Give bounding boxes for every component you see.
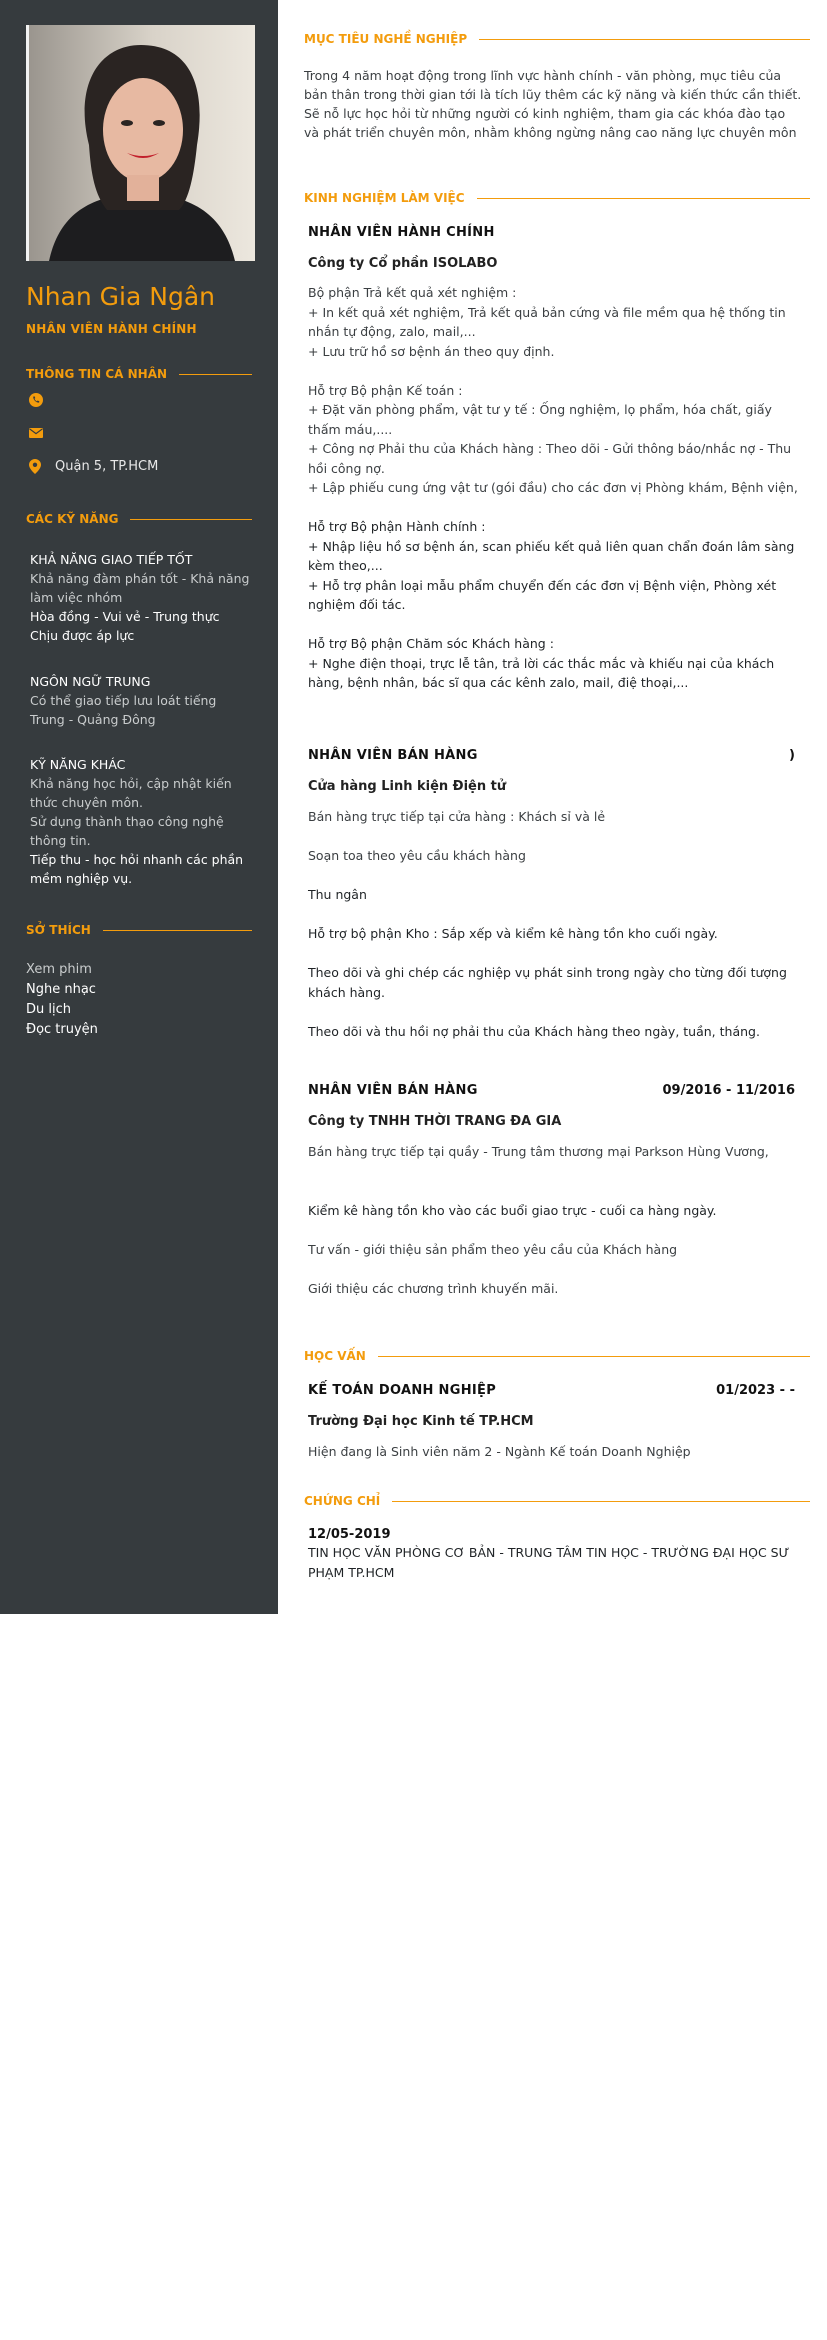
job-line: Tư vấn - giới thiệu sản phẩm theo yêu cầu của Khách hàng [308,1241,678,1257]
certificates-heading-label: CHỨNG CHỈ [304,1494,381,1508]
job-title: NHÂN VIÊN BÁN HÀNG [308,748,478,763]
job-line: + Nghe điện thoại, trực lễ tân, trả lời các thắc mắc và khiếu nại của khách hàng, bệnh nhân, bác sĩ qua các kênh zalo, mail, điệ thoại,... [308,655,775,690]
job-description [308,283,800,693]
company-name: Công ty TNHH THỜI TRANG ĐA GIA [308,1114,562,1129]
heading-divider [477,198,810,199]
job-line: + Lưu trữ hồ sơ bệnh án theo quy định. [308,343,555,359]
education-heading-label: HỌC VẤN [304,1349,366,1363]
job-line: Giới thiệu các chương trình khuyến mãi. [308,1280,559,1296]
skill-line: Sử dụng thành thạo công nghệ thông tin. [30,814,224,848]
objective-text: Trong 4 năm hoạt động trong lĩnh vực hành chính - văn phòng, mục tiêu của bản thân trong thời gian tới là tích lũy thêm các kỹ năng và kiến thức cần thiết. Sẽ nỗ lực học hỏi từ những người có kinh nghiệm, tham gia các khóa đào tạo và phát triển chuyên môn, nhằm không ngừng nâng cao năng lực chuyên môn [304,68,802,140]
job-line: Soạn toa theo yêu cầu khách hàng [308,848,526,863]
certificate-date: 12/05-2019 [308,1527,391,1542]
skill-line: Chịu được áp lực [30,628,135,643]
certificates-heading [304,1494,810,1508]
job-title: NHÂN VIÊN BÁN HÀNG [308,1083,478,1098]
job-line: Theo dõi và thu hồi nợ phải thu của Khách hàng theo ngày, tuần, tháng. [308,1023,760,1039]
profile-photo [26,25,255,261]
job-line: Hỗ trợ Bộ phận Hành chính : [308,519,486,534]
job-line: + Công nợ Phải thu của Khách hàng : Theo dõi - Gửi thông báo/nhắc nợ - Thu hồi công nợ. [308,441,792,476]
job-line: + Lập phiếu cung ứng vật tư (gói đầu) cho các đơn vị Phòng khám, Bệnh viện, [308,480,798,495]
skill-line: Khả năng học hỏi, cập nhật kiến thức chuyên môn. [30,776,232,810]
job-line: Hỗ trợ bộ phận Kho : Sắp xếp và kiểm kê hàng tồn kho cuối ngày. [308,926,718,941]
job-line: Bán hàng trực tiếp tại quầy - Trung tâm thương mại Parkson Hùng Vương, [308,1144,769,1159]
skill-line: Khả năng đàm phán tốt - Khả năng làm việc nhóm [30,571,250,605]
job-date: 09/2016 - 11/2016 [662,1083,795,1098]
skill-line: Có thể giao tiếp lưu loát tiếng Trung - Quảng Đông [30,693,217,727]
skills-heading [26,512,252,526]
skill-item [30,755,252,888]
objective-heading [304,32,810,46]
mail-icon [29,427,43,439]
skill-item [30,672,252,729]
job-line: + Đặt văn phòng phẩm, vật tư y tế : Ống nghiệm, lọ phẩm, hóa chất, giấy thấm máu,.... [308,402,772,437]
sidebar [0,0,278,1614]
address-row [29,459,158,474]
phone-icon [29,393,43,407]
mail-row [29,427,43,439]
phone-row [29,393,43,407]
skill-title: KHẢ NĂNG GIAO TIẾP TỐT [30,552,193,567]
job-line: Bán hàng trực tiếp tại cửa hàng : Khách sỉ và lẻ [308,809,606,824]
education-heading [304,1349,810,1363]
contact-heading [26,367,252,381]
contact-heading-label: THÔNG TIN CÁ NHÂN [26,367,168,381]
heading-divider [479,39,810,40]
skill-line: Hòa đồng - Vui vẻ - Trung thực [30,609,220,624]
company-name: Công ty Cổ phần ISOLABO [308,256,498,271]
job-line: Kiểm kê hàng tồn kho vào các buổi giao trực - cuối ca hàng ngày. [308,1202,717,1218]
heading-divider [103,930,252,931]
job-line: Theo dõi và ghi chép các nghiệp vụ phát sinh trong ngày cho từng đối tượng khách hàng. [308,965,787,1000]
hobby-item: Đọc truyện [26,1022,98,1037]
job-line: Hỗ trợ Bộ phận Chăm sóc Khách hàng : [308,636,554,651]
address-text: Quận 5, TP.HCM [55,459,159,474]
company-name: Cửa hàng Linh kiện Điện tử [308,779,507,794]
hobbies-heading [26,923,252,937]
skills-heading-label: CÁC KỸ NĂNG [26,512,119,526]
person-name: Nhan Gia Ngân [26,282,215,311]
education-description: Hiện đang là Sinh viên năm 2 - Ngành Kế toán Doanh Nghiệp [308,1444,691,1459]
job-description [308,807,800,1041]
skill-title: KỸ NĂNG KHÁC [30,757,126,772]
hobbies-list [26,960,98,1040]
skill-line: Tiếp thu - học hỏi nhanh các phần mềm nghiệp vụ. [30,852,244,886]
job-line: Thu ngân [308,887,367,902]
job-line: + Nhập liệu hồ sơ bệnh án, scan phiếu kết quả liên quan chẩn đoán lâm sàng kèm theo,... [308,538,795,573]
skill-item [30,550,252,645]
certificate-text: TIN HỌC VĂN PHÒNG CƠ BẢN - TRUNG TÂM TIN HỌC - TRƯỜNG ĐẠI HỌC SƯ PHẠM TP.HCM [308,1545,790,1580]
education-date: 01/2023 - - [716,1383,795,1398]
heading-divider [392,1501,810,1502]
school-name: Trường Đại học Kinh tế TP.HCM [308,1414,534,1429]
degree-title: KẾ TOÁN DOANH NGHIỆP [308,1383,497,1398]
heading-divider [130,519,252,520]
experience-heading [304,191,810,205]
hobby-item: Xem phim [26,962,92,977]
job-description [308,1142,800,1298]
person-role: NHÂN VIÊN HÀNH CHÍNH [26,322,197,336]
objective-heading-label: MỤC TIÊU NGHỀ NGHIỆP [304,32,468,46]
heading-divider [179,374,252,375]
job-title: NHÂN VIÊN HÀNH CHÍNH [308,225,495,240]
experience-heading-label: KINH NGHIỆM LÀM VIỆC [304,191,465,205]
skill-title: NGÔN NGỮ TRUNG [30,674,151,689]
job-line: Bộ phận Trả kết quả xét nghiệm : [308,285,517,300]
hobby-item: Nghe nhạc [26,982,96,997]
job-date: ) [789,748,795,763]
job-line: Hỗ trợ Bộ phận Kế toán : [308,382,463,398]
location-icon [29,459,41,474]
job-line: + Hỗ trợ phân loại mẫu phẩm chuyển đến các đơn vị Bệnh viện, Phòng xét nghiệm đối tác. [308,577,777,612]
job-line: + In kết quả xét nghiệm, Trả kết quả bản cứng và file mềm qua hệ thống tin nhắn tự động, zalo, mail,... [308,304,786,339]
hobby-item: Du lịch [26,1002,71,1017]
hobbies-heading-label: SỞ THÍCH [26,923,91,937]
heading-divider [378,1356,810,1357]
